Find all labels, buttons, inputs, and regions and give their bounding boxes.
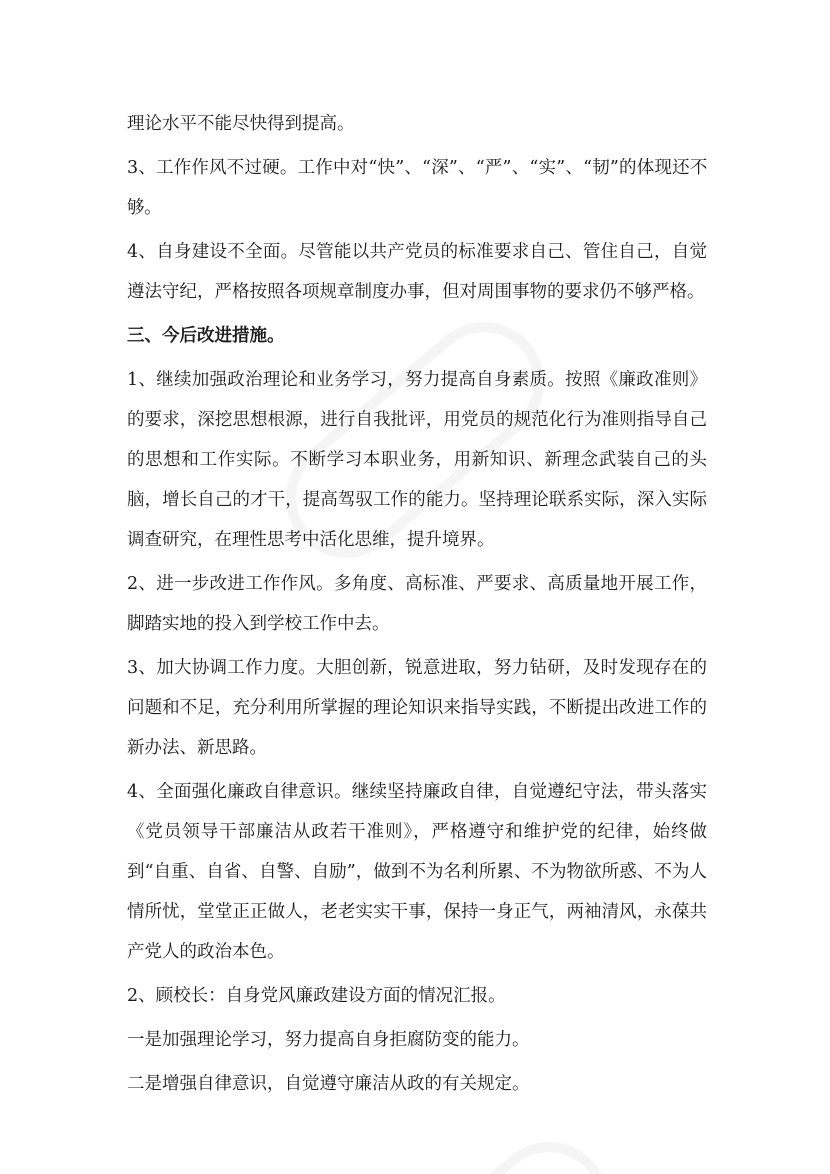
paragraph-point-two: 二是增强自律意识，自觉遵守廉洁从政的有关规定。 [127, 1074, 530, 1094]
paragraph-improve-3: 3、加大协调工作力度。大胆创新，锐意进取，努力钻研，及时发现存在的问题和不足，充分利用所掌握的理论知识来指导实践，不断提出改进工作的新办法、新思路。 [127, 658, 707, 758]
section-heading-improvement: 三、今后改进措施。 [127, 326, 285, 346]
paragraph-improve-2: 2、进一步改进工作作风。多角度、高标准、严要求、高质量地开展工作，脚踏实地的投入到学校工作中去。 [127, 574, 707, 634]
paragraph-point-one: 一是加强理论学习，努力提高自身拒腐防变的能力。 [127, 1030, 530, 1050]
paragraph-continuation: 理论水平不能尽快得到提高。 [127, 114, 355, 134]
paragraph-work-style: 3、工作作风不过硬。工作中对“快”、“深”、“严”、“实”、“韧”的体现还不够。 [127, 158, 707, 218]
paragraph-improve-1: 1、继续加强政治理论和业务学习，努力提高自身素质。按照《廉政准则》的要求，深挖思想根源，进行自我批评，用党员的规范化行为准则指导自己的思想和工作实际。不断学习本职业务，用新知识、新理念武装自己的头脑，增长自己的才干，提高驾驭工作的能力。坚持理论联系实际，深入实际调查研究，在理性思考中活化思维，提升境界。 [127, 370, 707, 550]
paragraph-self-building: 4、自身建设不全面。尽管能以共产党员的标准要求自己、管住自己，自觉遵法守纪，严格按照各项规章制度办事，但对周围事物的要求仍不够严格。 [127, 242, 707, 302]
paragraph-improve-4: 4、全面强化廉政自律意识。继续坚持廉政自律，自觉遵纪守法，带头落实《党员领导干部廉洁从政若干准则》，严格遵守和维护党的纪律，始终做到“自重、自省、自警、自励”，做到不为名利所累、不为物欲所惑、不为人情所忧，堂堂正正做人，老老实实干事，保持一身正气，两袖清风，永葆共产党人的政治本色。 [127, 782, 707, 962]
paragraph-principal-report: 2、顾校长：自身党风廉政建设方面的情况汇报。 [127, 986, 506, 1006]
document-body [127, 104, 707, 1104]
watermark-ring [327, 1118, 634, 1174]
